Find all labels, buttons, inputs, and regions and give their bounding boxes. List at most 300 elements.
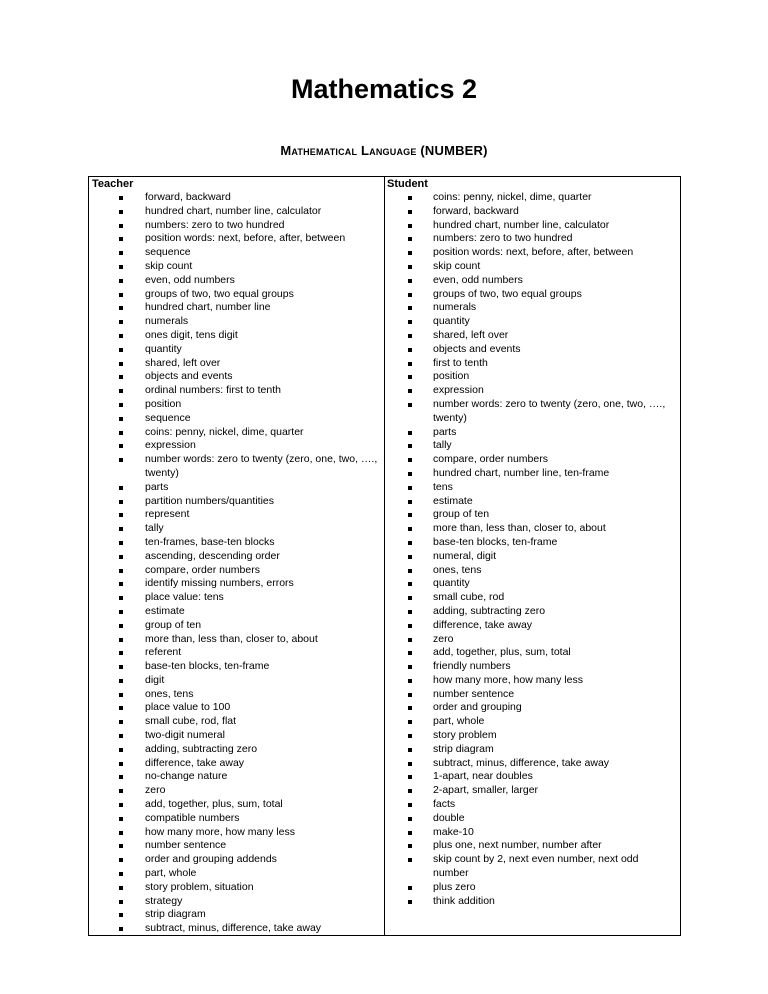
- term-text: difference, take away: [433, 618, 533, 631]
- student-term-item: [385, 826, 680, 840]
- term-text: identify missing numbers, errors: [145, 577, 294, 590]
- term-text: position: [145, 397, 182, 410]
- square-bullet-icon: [408, 348, 412, 352]
- term-text: number sentence: [145, 839, 227, 852]
- student-term-item: [385, 426, 680, 440]
- student-term-item: [385, 591, 680, 605]
- term-text: groups of two, two equal groups: [433, 287, 582, 300]
- teacher-column-header: Teacher: [92, 178, 134, 190]
- term-text: tens: [433, 480, 453, 493]
- square-bullet-icon: [408, 624, 412, 628]
- student-term-item: [385, 384, 680, 398]
- square-bullet-icon: [408, 817, 412, 821]
- student-term-item: [385, 577, 680, 591]
- square-bullet-icon: [408, 748, 412, 752]
- teacher-term-list: [89, 191, 384, 936]
- student-term-item: [385, 232, 680, 246]
- student-term-item: [385, 274, 680, 288]
- teacher-term-item: [89, 922, 384, 936]
- square-bullet-icon: [119, 679, 123, 683]
- square-bullet-icon: [119, 817, 123, 821]
- term-text: adding, subtracting zero: [433, 604, 546, 617]
- term-text: tally: [145, 522, 164, 535]
- student-term-item: [385, 895, 680, 909]
- term-text: plus one, next number, number after: [433, 839, 602, 852]
- term-text: zero: [145, 784, 166, 797]
- term-text: group of ten: [145, 618, 202, 631]
- teacher-term-item: [89, 826, 384, 840]
- square-bullet-icon: [119, 403, 123, 407]
- student-term-item: [385, 770, 680, 784]
- square-bullet-icon: [119, 431, 123, 435]
- term-text: number words: zero to twenty (zero, one, two, …., twenty): [145, 453, 378, 479]
- square-bullet-icon: [408, 831, 412, 835]
- teacher-term-item: [89, 743, 384, 757]
- term-text: strip diagram: [433, 742, 494, 755]
- teacher-term-item: [89, 619, 384, 633]
- square-bullet-icon: [119, 596, 123, 600]
- square-bullet-icon: [408, 320, 412, 324]
- student-term-item: [385, 688, 680, 702]
- term-text: part, whole: [433, 715, 485, 728]
- student-term-item: [385, 453, 680, 467]
- square-bullet-icon: [408, 665, 412, 669]
- square-bullet-icon: [408, 596, 412, 600]
- student-term-item: [385, 784, 680, 798]
- square-bullet-icon: [119, 762, 123, 766]
- term-text: two-digit numeral: [145, 729, 225, 742]
- term-text: base-ten blocks, ten-frame: [145, 660, 270, 673]
- square-bullet-icon: [408, 582, 412, 586]
- square-bullet-icon: [119, 651, 123, 655]
- square-bullet-icon: [119, 775, 123, 779]
- square-bullet-icon: [119, 913, 123, 917]
- student-term-item: [385, 219, 680, 233]
- square-bullet-icon: [408, 555, 412, 559]
- teacher-term-item: [89, 660, 384, 674]
- term-text: subtract, minus, difference, take away: [433, 756, 610, 769]
- teacher-term-item: [89, 288, 384, 302]
- term-text: place value to 100: [145, 701, 231, 714]
- student-term-item: [385, 729, 680, 743]
- teacher-term-item: [89, 881, 384, 895]
- term-text: position words: next, before, after, between: [145, 232, 346, 245]
- square-bullet-icon: [408, 210, 412, 214]
- student-term-item: [385, 508, 680, 522]
- square-bullet-icon: [119, 224, 123, 228]
- student-term-item: [385, 564, 680, 578]
- square-bullet-icon: [119, 900, 123, 904]
- term-text: shared, left over: [433, 328, 509, 341]
- term-text: numbers: zero to two hundred: [145, 218, 285, 231]
- student-term-item: [385, 605, 680, 619]
- student-term-item: [385, 370, 680, 384]
- teacher-term-item: [89, 426, 384, 440]
- term-text: sequence: [145, 246, 191, 259]
- square-bullet-icon: [119, 803, 123, 807]
- square-bullet-icon: [408, 651, 412, 655]
- term-text: compatible numbers: [145, 811, 240, 824]
- student-term-item: [385, 315, 680, 329]
- teacher-term-item: [89, 343, 384, 357]
- teacher-term-item: [89, 439, 384, 453]
- term-text: ordinal numbers: first to tenth: [145, 384, 281, 397]
- term-text: order and grouping: [433, 701, 522, 714]
- square-bullet-icon: [408, 251, 412, 255]
- student-term-item: [385, 246, 680, 260]
- term-text: add, together, plus, sum, total: [433, 646, 571, 659]
- term-text: numbers: zero to two hundred: [433, 232, 573, 245]
- square-bullet-icon: [408, 334, 412, 338]
- square-bullet-icon: [408, 293, 412, 297]
- term-text: no-change nature: [145, 770, 228, 783]
- square-bullet-icon: [408, 734, 412, 738]
- term-text: skip count: [433, 259, 481, 272]
- teacher-term-item: [89, 853, 384, 867]
- term-text: quantity: [433, 577, 470, 590]
- square-bullet-icon: [119, 196, 123, 200]
- teacher-term-item: [89, 398, 384, 412]
- teacher-term-item: [89, 508, 384, 522]
- term-text: digit: [145, 673, 165, 686]
- term-text: position words: next, before, after, between: [433, 246, 634, 259]
- square-bullet-icon: [408, 306, 412, 310]
- student-term-item: [385, 467, 680, 481]
- term-text: represent: [145, 508, 190, 521]
- student-term-item: [385, 633, 680, 647]
- term-text: referent: [145, 646, 182, 659]
- square-bullet-icon: [119, 389, 123, 393]
- square-bullet-icon: [119, 789, 123, 793]
- square-bullet-icon: [119, 458, 123, 462]
- square-bullet-icon: [408, 458, 412, 462]
- term-text: quantity: [145, 342, 182, 355]
- square-bullet-icon: [408, 886, 412, 890]
- student-term-item: [385, 495, 680, 509]
- term-text: story problem: [433, 729, 497, 742]
- term-text: plus zero: [433, 880, 476, 893]
- term-text: more than, less than, closer to, about: [145, 632, 318, 645]
- term-text: coins: penny, nickel, dime, quarter: [145, 425, 304, 438]
- student-term-item: [385, 619, 680, 633]
- term-text: skip count by 2, next even number, next odd number: [433, 853, 639, 880]
- square-bullet-icon: [119, 237, 123, 241]
- student-term-item: [385, 329, 680, 343]
- teacher-term-item: [89, 260, 384, 274]
- term-text: partition numbers/quantities: [145, 494, 274, 507]
- student-term-item: [385, 301, 680, 315]
- square-bullet-icon: [119, 638, 123, 642]
- student-term-item: [385, 812, 680, 826]
- student-term-list: [385, 191, 680, 908]
- term-text: ascending, descending order: [145, 549, 280, 562]
- teacher-term-item: [89, 522, 384, 536]
- teacher-term-item: [89, 605, 384, 619]
- term-text: hundred chart, number line: [145, 301, 271, 314]
- square-bullet-icon: [119, 665, 123, 669]
- student-term-item: [385, 881, 680, 895]
- square-bullet-icon: [119, 569, 123, 573]
- student-term-item: [385, 398, 680, 426]
- student-term-item: [385, 839, 680, 853]
- term-text: difference, take away: [145, 756, 245, 769]
- teacher-term-item: [89, 274, 384, 288]
- term-text: think addition: [433, 894, 495, 907]
- term-text: tally: [433, 439, 452, 452]
- square-bullet-icon: [408, 858, 412, 862]
- square-bullet-icon: [408, 706, 412, 710]
- term-text: more than, less than, closer to, about: [433, 522, 606, 535]
- teacher-term-item: [89, 908, 384, 922]
- teacher-term-item: [89, 633, 384, 647]
- term-text: compare, order numbers: [433, 453, 548, 466]
- teacher-term-item: [89, 412, 384, 426]
- term-text: numerals: [433, 301, 477, 314]
- term-text: parts: [433, 425, 457, 438]
- square-bullet-icon: [408, 472, 412, 476]
- term-text: ones digit, tens digit: [145, 328, 238, 341]
- square-bullet-icon: [119, 293, 123, 297]
- term-text: small cube, rod, flat: [145, 715, 237, 728]
- teacher-term-item: [89, 798, 384, 812]
- teacher-term-item: [89, 357, 384, 371]
- student-column: [385, 177, 680, 935]
- square-bullet-icon: [119, 831, 123, 835]
- teacher-term-item: [89, 495, 384, 509]
- term-text: number sentence: [433, 687, 515, 700]
- student-term-item: [385, 715, 680, 729]
- teacher-term-item: [89, 757, 384, 771]
- teacher-term-item: [89, 329, 384, 343]
- term-text: coins: penny, nickel, dime, quarter: [433, 191, 592, 203]
- student-term-item: [385, 674, 680, 688]
- student-term-item: [385, 191, 680, 205]
- teacher-term-item: [89, 729, 384, 743]
- square-bullet-icon: [408, 775, 412, 779]
- square-bullet-icon: [119, 624, 123, 628]
- square-bullet-icon: [119, 265, 123, 269]
- teacher-term-item: [89, 577, 384, 591]
- term-text: subtract, minus, difference, take away: [145, 922, 322, 935]
- square-bullet-icon: [119, 582, 123, 586]
- term-text: even, odd numbers: [145, 273, 235, 286]
- square-bullet-icon: [408, 196, 412, 200]
- teacher-term-item: [89, 191, 384, 205]
- teacher-term-item: [89, 564, 384, 578]
- student-term-item: [385, 205, 680, 219]
- teacher-term-item: [89, 315, 384, 329]
- student-term-item: [385, 743, 680, 757]
- square-bullet-icon: [119, 927, 123, 931]
- term-text: add, together, plus, sum, total: [145, 798, 283, 811]
- term-text: friendly numbers: [433, 660, 511, 673]
- teacher-term-item: [89, 301, 384, 315]
- term-text: estimate: [145, 604, 185, 617]
- student-term-item: [385, 853, 680, 881]
- square-bullet-icon: [408, 279, 412, 283]
- term-text: 2-apart, smaller, larger: [433, 784, 539, 797]
- document-subtitle: Mathematical Language (NUMBER): [280, 143, 488, 158]
- square-bullet-icon: [408, 237, 412, 241]
- teacher-column: [89, 177, 385, 935]
- square-bullet-icon: [408, 375, 412, 379]
- term-text: ten-frames, base-ten blocks: [145, 535, 275, 548]
- square-bullet-icon: [119, 886, 123, 890]
- square-bullet-icon: [408, 679, 412, 683]
- term-text: numeral, digit: [433, 549, 497, 562]
- term-text: numerals: [145, 315, 189, 328]
- term-text: base-ten blocks, ten-frame: [433, 535, 558, 548]
- term-text: hundred chart, number line, ten-frame: [433, 466, 610, 479]
- teacher-term-item: [89, 784, 384, 798]
- vocabulary-table: [88, 176, 681, 936]
- teacher-term-item: [89, 536, 384, 550]
- term-text: skip count: [145, 259, 193, 272]
- student-term-item: [385, 439, 680, 453]
- term-text: compare, order numbers: [145, 563, 260, 576]
- term-text: hundred chart, number line, calculator: [433, 218, 610, 231]
- student-column-header: Student: [387, 178, 428, 190]
- square-bullet-icon: [408, 265, 412, 269]
- term-text: estimate: [433, 494, 473, 507]
- student-term-item: [385, 757, 680, 771]
- term-text: shared, left over: [145, 356, 221, 369]
- square-bullet-icon: [408, 389, 412, 393]
- teacher-term-item: [89, 770, 384, 784]
- student-term-item: [385, 550, 680, 564]
- term-text: place value: tens: [145, 591, 224, 604]
- square-bullet-icon: [119, 541, 123, 545]
- term-text: number words: zero to twenty (zero, one, two, …., twenty): [433, 397, 666, 424]
- term-text: objects and events: [145, 370, 233, 383]
- term-text: expression: [145, 439, 196, 452]
- teacher-term-item: [89, 812, 384, 826]
- square-bullet-icon: [408, 789, 412, 793]
- square-bullet-icon: [119, 513, 123, 517]
- square-bullet-icon: [408, 362, 412, 366]
- square-bullet-icon: [408, 720, 412, 724]
- term-text: expression: [433, 384, 484, 397]
- term-text: 1-apart, near doubles: [433, 770, 533, 783]
- term-text: position: [433, 370, 470, 383]
- square-bullet-icon: [119, 734, 123, 738]
- teacher-term-item: [89, 370, 384, 384]
- term-text: story problem, situation: [145, 880, 254, 893]
- student-term-item: [385, 798, 680, 812]
- square-bullet-icon: [119, 872, 123, 876]
- square-bullet-icon: [119, 706, 123, 710]
- teacher-term-item: [89, 715, 384, 729]
- term-text: make-10: [433, 825, 474, 838]
- term-text: double: [433, 811, 465, 824]
- square-bullet-icon: [119, 334, 123, 338]
- square-bullet-icon: [119, 251, 123, 255]
- square-bullet-icon: [119, 555, 123, 559]
- square-bullet-icon: [119, 279, 123, 283]
- teacher-term-item: [89, 205, 384, 219]
- term-text: group of ten: [433, 508, 490, 521]
- student-term-item: [385, 260, 680, 274]
- student-term-item: [385, 701, 680, 715]
- teacher-term-item: [89, 701, 384, 715]
- teacher-term-item: [89, 453, 384, 481]
- square-bullet-icon: [119, 486, 123, 490]
- teacher-term-item: [89, 646, 384, 660]
- term-text: objects and events: [433, 342, 521, 355]
- teacher-term-item: [89, 591, 384, 605]
- square-bullet-icon: [408, 610, 412, 614]
- square-bullet-icon: [408, 500, 412, 504]
- square-bullet-icon: [119, 858, 123, 862]
- square-bullet-icon: [408, 900, 412, 904]
- square-bullet-icon: [119, 210, 123, 214]
- square-bullet-icon: [119, 720, 123, 724]
- square-bullet-icon: [408, 403, 412, 407]
- term-text: how many more, how many less: [145, 825, 295, 838]
- teacher-term-item: [89, 867, 384, 881]
- term-text: order and grouping addends: [145, 853, 277, 866]
- square-bullet-icon: [119, 610, 123, 614]
- square-bullet-icon: [408, 762, 412, 766]
- term-text: small cube, rod: [433, 591, 505, 604]
- square-bullet-icon: [408, 527, 412, 531]
- square-bullet-icon: [408, 431, 412, 435]
- student-term-item: [385, 660, 680, 674]
- square-bullet-icon: [408, 638, 412, 642]
- teacher-term-item: [89, 232, 384, 246]
- square-bullet-icon: [408, 569, 412, 573]
- term-text: facts: [433, 798, 456, 811]
- term-text: strip diagram: [145, 908, 206, 921]
- square-bullet-icon: [408, 444, 412, 448]
- term-text: ones, tens: [145, 687, 194, 700]
- teacher-term-item: [89, 481, 384, 495]
- square-bullet-icon: [408, 224, 412, 228]
- term-text: quantity: [433, 315, 470, 328]
- student-term-item: [385, 357, 680, 371]
- teacher-term-item: [89, 895, 384, 909]
- square-bullet-icon: [408, 486, 412, 490]
- term-text: adding, subtracting zero: [145, 742, 258, 755]
- square-bullet-icon: [119, 693, 123, 697]
- student-term-item: [385, 536, 680, 550]
- document-title: Mathematics 2: [290, 74, 478, 104]
- square-bullet-icon: [408, 541, 412, 545]
- teacher-term-item: [89, 839, 384, 853]
- term-text: parts: [145, 480, 169, 493]
- term-text: even, odd numbers: [433, 273, 523, 286]
- term-text: part, whole: [145, 867, 197, 880]
- square-bullet-icon: [408, 693, 412, 697]
- student-term-item: [385, 522, 680, 536]
- term-text: how many more, how many less: [433, 673, 583, 686]
- square-bullet-icon: [119, 362, 123, 366]
- square-bullet-icon: [119, 375, 123, 379]
- square-bullet-icon: [408, 844, 412, 848]
- teacher-term-item: [89, 246, 384, 260]
- term-text: forward, backward: [145, 191, 231, 203]
- square-bullet-icon: [119, 306, 123, 310]
- student-term-item: [385, 288, 680, 302]
- term-text: ones, tens: [433, 563, 482, 576]
- square-bullet-icon: [119, 748, 123, 752]
- teacher-term-item: [89, 688, 384, 702]
- square-bullet-icon: [119, 320, 123, 324]
- term-text: zero: [433, 632, 454, 645]
- square-bullet-icon: [119, 417, 123, 421]
- teacher-term-item: [89, 674, 384, 688]
- square-bullet-icon: [119, 527, 123, 531]
